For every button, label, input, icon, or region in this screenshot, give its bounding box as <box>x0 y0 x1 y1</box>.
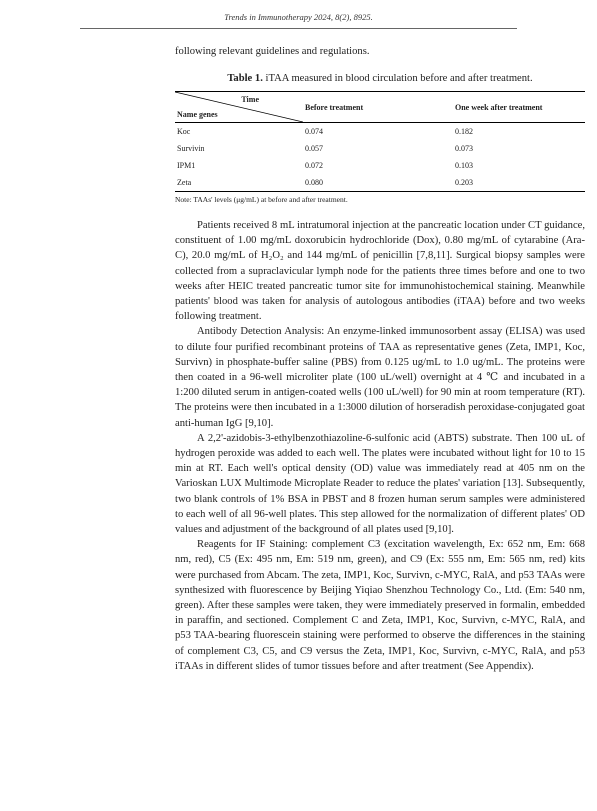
header-after: One week after treatment <box>453 92 585 123</box>
before-cell: 0.080 <box>303 174 453 192</box>
after-cell: 0.073 <box>455 144 473 153</box>
before-cell: 0.074 <box>305 127 323 136</box>
table-note: Note: TAAs' levels (μg/mL) at before and after treatment. <box>175 195 348 204</box>
gene-cell: Survivin <box>177 144 205 153</box>
corner-time-label: Time <box>241 95 259 104</box>
paragraph-abts: A 2,2'-azidobis-3-ethylbenzothiazoline-6-sulfonic acid (ABTS) substrate. Then 100 uL of hydrogen peroxide was added to each well. The plates were incubated without light for 10 to 15 min at RT. Each well's optical density (OD) value was immediately read at 405 nm on the Varioskan LUX Multimode Microplate Reader to reduce the plates' variation [13]. Subsequently, two blank controls of 1% BSA in PBST and 8 frozen human serum samples were administered to each well of all 96-well plates. This step allowed for the normalization of different plates' OD values and adjustment of the background of all plates used [9,10]. <box>175 432 585 536</box>
paragraph-antibody-detection: Antibody Detection Analysis: An enzyme-linked immunosorbent assay (ELISA) was used to dilute four purified recombinant proteins of TAA as representative genes (Zeta, IMP1, Koc, Survivn) in phosphate-buffer saline (PBS) from 0.125 ug/mL to 1.0 ug/mL. The proteins were then coated in a 96-well microliter plate (100 uL/well) overnight at 4 ℃ and incubated in a 1:200 diluted serum in antigen-coated wells (100 uL/well) for 90 min at room temperature (RT). The proteins were then incubated in a 1:3000 dilution of horseradish peroxidase-conjugated goat anti-human IgG [9,10]. <box>175 326 585 429</box>
after-cell: 0.103 <box>455 161 473 170</box>
table-caption-text: iTAA measured in blood circulation before and after treatment. <box>265 73 533 84</box>
before-cell: 0.057 <box>305 144 323 153</box>
header-before: Before treatment <box>303 92 453 123</box>
running-header: Trends in Immunotherapy 2024, 8(2), 8925. <box>224 12 373 22</box>
gene-cell: IPM1 <box>177 161 196 170</box>
after-cell: 0.203 <box>453 174 585 192</box>
itaa-table <box>175 91 585 192</box>
paragraph-patients: Patients received 8 mL intratumoral injection at the pancreatic location under CT guidance, constituent of 1.00 mg/mL doxorubicin hydrochloride (Dox), 0.80 mg/mL of cytarabine (Ara-C), 20.0 mg/mL of H₂O₂ and 144 mg/mL of penicillin [7,8,11]. Surgical biopsy samples were collected from a supraclavicular lymph node for the patients three times before and one to two weeks after HEIC treated pancreatic tumor site for immunohistochemical staining. Meanwhile patients' blood was taken for analysis of autologous antibodies (iTAA) before and two weeks following treatment. <box>175 220 585 323</box>
table-row <box>175 157 585 174</box>
corner-name-label: Name genes <box>177 110 218 119</box>
table-caption <box>175 73 585 84</box>
table-row <box>175 140 585 157</box>
gene-cell: Koc <box>177 127 191 136</box>
lead-text: following relevant guidelines and regulations. <box>175 46 370 57</box>
article-body <box>175 44 585 674</box>
table-corner-cell <box>175 92 303 123</box>
table-row <box>175 123 585 141</box>
gene-cell: Zeta <box>175 174 303 192</box>
table-label: Table 1. <box>227 73 263 84</box>
header-rule <box>80 28 517 29</box>
before-cell: 0.072 <box>305 161 323 170</box>
after-cell: 0.182 <box>455 127 473 136</box>
paragraph-reagents: Reagents for IF Staining: complement C3 (excitation wavelength, Ex: 652 nm, Em: 668 nm, red), C5 (Ex: 495 nm, Em: 519 nm, green), and C9 (Ex: 555 nm, Em: 565 nm, red) kits were purchased from Abcam. The zeta, IMP1, Koc, Survivn, c-MYC, RalA, and p53 TAAs were synthesized with fluorescence by Beijing Yiqiao Shenzhou Technology Co., Ltd. (Em: 540 nm, green). After these samples were taken, they were immediately preserved in formalin, embedded in paraffin, and sectioned. Complement C and Zeta, IMP1, Koc, Survivn, c-MYC, RalA, and p53 TAA-bearing fluorescein staining were performed to observe the differences in the staining of complement C3, C5, and C9 versus the Zeta, IMP1, Koc, Survivn, c-MYC, RalA, and p53 iTAAs in different slides of tumor tissues before and after treatment (See Appendix). <box>175 539 585 672</box>
table-row <box>175 174 585 192</box>
